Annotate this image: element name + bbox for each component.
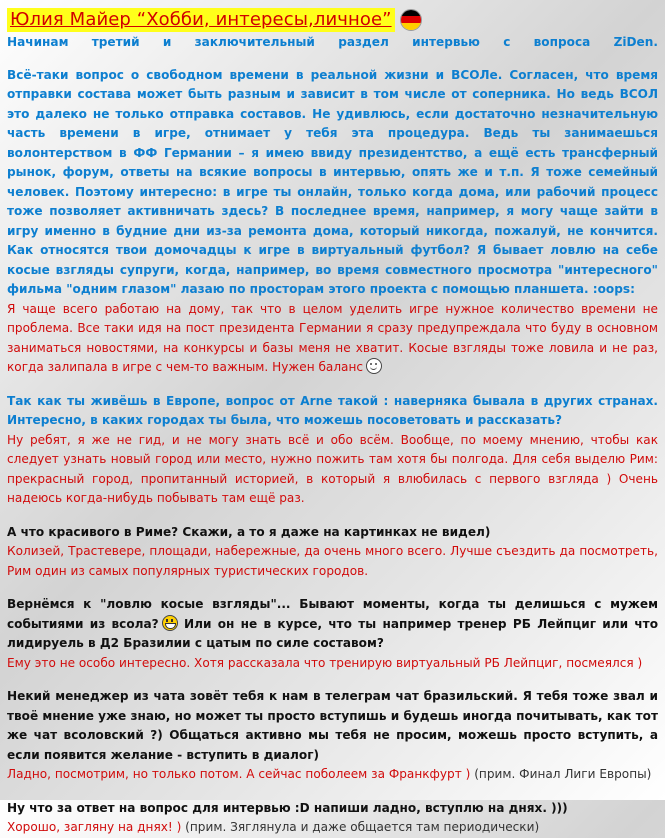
flag-stripe-gold [401,23,421,30]
intro-word: заключительный [194,35,315,49]
question-4-part1: Вернёмся к "ловлю косые взгляды"... Бывают моменты, когда ты делишься с мужем событиями из всола? [7,597,658,631]
intro-word: интервью [412,35,480,49]
answer-4: Ему это не особо интересно. Хотя рассказала что тренирую виртуальный РБ Лейпциг, посмеялся ) [7,655,643,670]
question-5: Некий менеджер из чата зовёт тебя к нам в телеграм чат бразильский. Я тебя тоже звал и твоё мнение уже знаю, но может ты просто вступишь и будешь иногда почитывать, как тот же чат всоловский ?) Общаться активно мы тебя не просим, можешь просто вступить, а если появится желание - вступить в диалог) [7,689,658,762]
flag-stripe-black [401,10,421,17]
answer-6-note: (прим. Зяглянула и даже общается там периодически) [185,820,540,834]
title-row [7,6,658,33]
flag-stripe-red [401,16,421,23]
answer-5-text: Ладно, посмотрим, но только потом. А сейчас поболеем за Франкфурт ) [7,767,471,781]
grin-emoji-icon [162,615,178,631]
intro-word: с [503,35,511,49]
question-2: Так как ты живёшь в Европе, вопрос от Arne такой : наверняка бывала в других странах. Интересно, в каких городах ты была, что можешь посоветовать и рассказать? [7,393,658,427]
interview-content [7,33,658,838]
smile-emoji-icon [366,358,382,374]
answer-2: Ну ребят, я же не гид, и не могу знать всё и обо всём. Вообще, по моему мнению, чтобы как следует узнать новый город или место, нужно пожить там хотя бы полгода. Для себя выделю Рим: прекрасный город, пропитанный историей, в который я влюбилась с первого взгляда ) Очень надеюсь когда-нибудь побывать там ещё раз. [7,432,658,505]
question-6: Ну что за ответ на вопрос для интервью :D напиши ладно, вступлю на днях. ))) [7,800,568,815]
intro-word: раздел [338,35,389,49]
intro-word: ZiDen. [613,35,658,49]
question-4-part2: Или он не в курсе, что ты например тренер РБ Лейпциг или что лидируель в Д2 Бразилии с цатым по силе составом? [7,616,658,650]
intro-word: и [162,35,172,49]
intro-word: третий [91,35,140,49]
intro-paragraph [7,33,658,53]
answer-3: Колизей, Трастевере, площади, набережные, да очень много всего. Лучше съездить да посмотреть, Рим один из самых популярных туристических городов. [7,544,658,578]
answer-1 [7,300,658,378]
answer-6 [7,818,658,838]
answer-5 [7,765,658,785]
question-1: Всё-таки вопрос о свободном времени в реальной жизни и ВСОЛе. Согласен, что время отправки состава может быть разным и зависит в том числе от соперника. Но ведь ВСОЛ это далеко не только отправка составов. Не удивлюсь, если достаточно незначительную часть времени в игре, отнимает у тебя эта процедура. Ведь ты занимаешься волонтерством в ФФ Германии – я имею ввиду президентство, а ещё есть трансферный рынок, форум, ответы на всякие вопросы в интервью, опять же и т.п. Я тоже семейный человек. Поэтому интересно: в игре ты онлайн, только когда дома, или рабочий процесс тоже позволяет активничать здесь? В последнее время, например, я могу чаще зайти в игру именно в будние дни из-за ремонта дома, который никогда, пожалуй, не кончится. Как относятся твои домочадцы к игре в виртуальный футбол? Я бывает ловлю на себе косые взгляды супруги, когда, например, во время совместного просмотра "интересного" фильма "одним глазом" лазаю по просторам этого проекта с помощью планшета. :oops: [7,67,658,296]
answer-1-text: Я чаще всего работаю на дому, так что в целом уделить игре нужное количество времени не проблема. Все таки идя на пост президента Германии я сразу предупреждала что буду в основном заниматься новостями, на конкурсы и базы меня не хватит. Косые взгляды тоже ловила и не раз, когда залипала в игре с чем-то важным. Нужен баланс [7,301,658,374]
question-3: А что красивого в Риме? Скажи, а то я даже на картинках не видел) [7,524,491,539]
intro-word: вопроса [533,35,591,49]
question-4 [7,595,658,654]
germany-flag-icon [400,9,422,31]
answer-5-note: (прим. Финал Лиги Европы) [474,767,652,781]
answer-6-text: Хорошо, загляну на днях! ) [7,820,182,834]
page-title: Юлия Майер “Хобби, интересы,личное” [7,8,395,32]
intro-word: Начинам [7,35,69,49]
